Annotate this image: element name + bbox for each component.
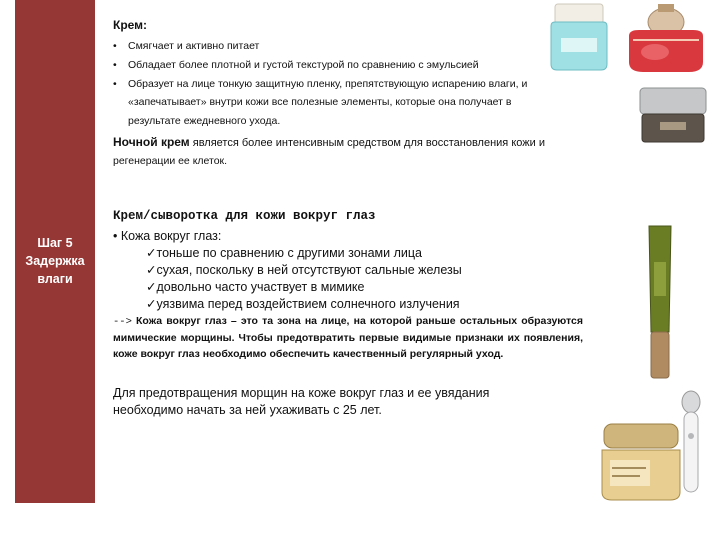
check-item: ✓довольно часто участвует в мимике: [146, 280, 365, 294]
eye-bullet: • Кожа вокруг глаз:: [113, 229, 222, 243]
step-label: [15, 234, 95, 288]
eye-note-text: Кожа вокруг глаз – это та зона на лице, на которой раньше остальных образуются мимические морщины. Чтобы предотвратить первые видимые признаки их появления, коже вокруг глаз необходимо обеспечить качественный регулярный уход.: [113, 315, 583, 360]
night-cream-bold: Ночной крем: [113, 135, 190, 149]
night-cream-line2: регенерации ее клеток.: [113, 155, 228, 167]
cream-bullet-3-cont: результате ежедневного ухода.: [128, 115, 281, 127]
cream-bullet-3: Образует на лице тонкую защитную пленку, препятствующую испарению влаги, и: [128, 78, 528, 90]
step-number: Шаг 5: [37, 236, 73, 250]
step-title-line2: влаги: [37, 272, 73, 286]
step-title-line1: Задержка: [25, 254, 85, 268]
cream-heading: Крем:: [113, 18, 148, 32]
conclusion-text: Для предотвращения морщин на коже вокруг глаз и ее увядания необходимо начать за ней ухаживать с 25 лет.: [113, 386, 490, 417]
check-item: ✓сухая, поскольку в ней отсутствуют сальные железы: [146, 263, 462, 277]
check-icon: ✓: [146, 246, 157, 260]
cream-jar-turquoise-image: [545, 2, 613, 72]
bullet-marker: •: [113, 40, 117, 52]
bullet-marker: •: [113, 78, 117, 90]
eye-note: [113, 313, 583, 362]
cream-bullet-3-cont: «запечатывает» внутри кожи все полезные элементы, которые она получает в: [128, 96, 512, 108]
arrow-icon: -->: [113, 316, 132, 328]
cream-bullet-2: Обладает более плотной и густой текстурой по сравнению с эмульсией: [128, 59, 479, 71]
cream-bullet-1: Смягчает и активно питает: [128, 40, 260, 52]
eye-cream-heading: Крем/сыворотка для кожи вокруг глаз: [113, 209, 376, 223]
check-item: ✓уязвима перед воздействием солнечного излучения: [146, 297, 460, 311]
check-item: ✓тоньше по сравнению с другими зонами лица: [146, 246, 422, 260]
cream-jar-gold-image: [600, 420, 682, 502]
cream-jar-silver-image: [638, 84, 708, 146]
night-cream-text: [113, 135, 545, 149]
check-icon: ✓: [146, 280, 157, 294]
cream-jar-red-image: [625, 0, 707, 75]
check-icon: ✓: [146, 263, 157, 277]
check-icon: ✓: [146, 297, 157, 311]
bullet-marker: •: [113, 59, 117, 71]
night-cream-desc: является более интенсивным средством для восстановления кожи и: [189, 137, 545, 149]
eye-serum-tube-image: [645, 222, 675, 382]
